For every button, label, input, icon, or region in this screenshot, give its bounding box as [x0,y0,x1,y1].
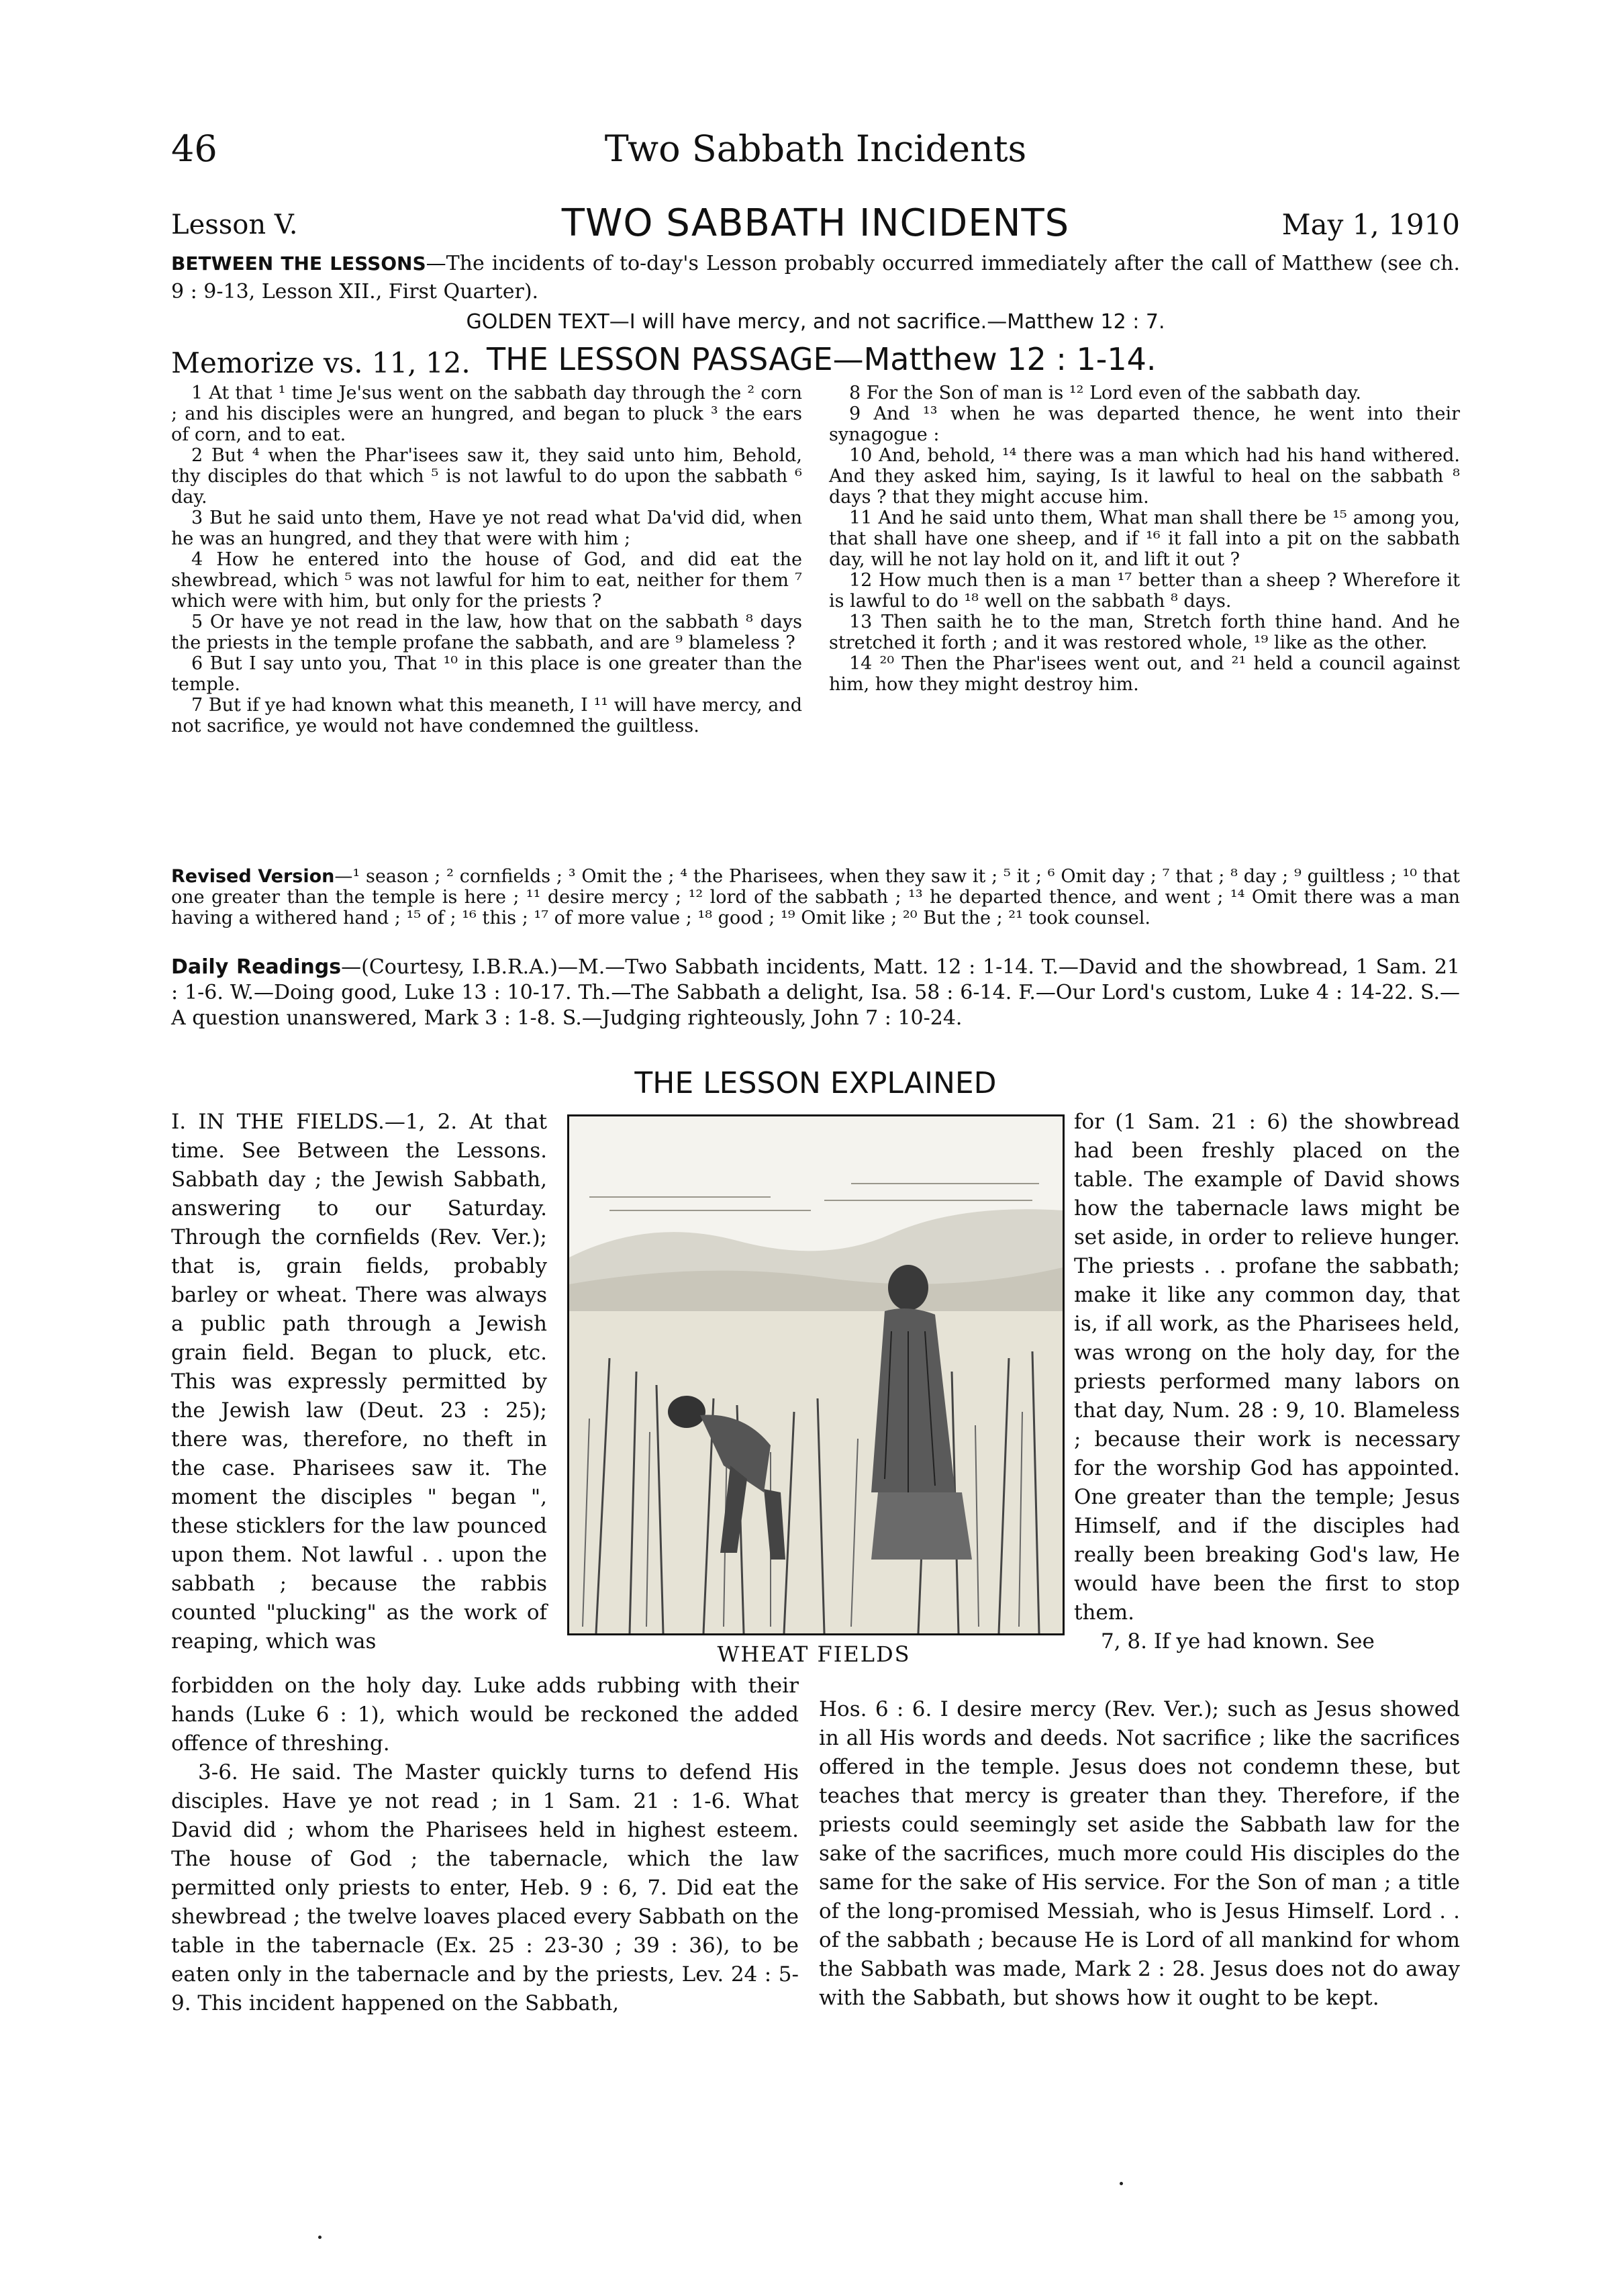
verse: 5 Or have ye not read in the law, how that on the sabbath ⁸ days the priests in the temple profane the sabbath, and are ⁹ blameless ? [171,612,802,653]
memorize-verses: Memorize vs. 11, 12. [171,346,471,379]
illustration-caption: WHEAT FIELDS [717,1641,911,1667]
verse: 3 But he said unto them, Have ye not read what Da'vid did, when he was an hungred, and they that were with him ; [171,508,802,549]
lesson-date: May 1, 1910 [1281,208,1460,241]
daily-text: —(Courtesy, I.B.R.A.)—M.—Two Sabbath incidents, Matt. 12 : 1-14. T.—David and the showbread, 1 Sam. 21 : 1-6. W.—Doing good, Luke 13 : 10-17. Th.—The Sabbath a delight, Isa. 58 : 6-14. F.—Our Lord's custom, Luke 4 : 14-22. S.—A question unanswered, Mark 3 : 1-8. S.—Judging righteously, John 7 : 10-24. [171,955,1460,1030]
lesson-number: Lesson V. [171,209,298,240]
verse: 1 At that ¹ time Je'sus went on the sabbath day through the ² corn ; and his disciples were an hungred, and began to pluck ³ the ears of corn, and to eat. [171,383,802,445]
explained-left-column [171,1108,547,1672]
lesson-explained-title: THE LESSON EXPLAINED [634,1066,997,1100]
paragraph: 3-6. He said. The Master quickly turns to defend His disciples. Have ye not read ; in 1 Sam. 21 : 1-6. What David did ; whom the Pharisees held in highest esteem. The house of God ; the tabernacle, which the law permitted only priests to enter, Heb. 9 : 6, 7. Did eat the shewbread ; the twelve loaves placed every Sabbath on the table in the tabernacle (Ex. 25 : 23-30 ; 39 : 36), to be eaten only in the tabernacle and by the priests, Lev. 24 : 5-9. This incident happened on the Sabbath, [171,1760,799,2015]
paragraph: 7, 8. If ye had known. See [1101,1629,1375,1654]
golden-text: GOLDEN TEXT—I will have mercy, and not sacrifice.—Matthew 12 : 7. [466,310,1165,334]
between-the-lessons [171,250,1460,306]
print-speck [318,2236,322,2239]
paragraph: for (1 Sam. 21 : 6) the showbread had been freshly placed on the table. The example of David shows how the tabernacle laws might be set aside, in order to relieve hunger. The priests . . profane the sabbath; make it like any common day, that is, if all work, as the Pharisees held, was wrong on the holy day, for the priests performed many labors on that day, Num. 28 : 9, 10. Blameless ; because their work is necessary for the worship God has appointed. One greater than the temple; Jesus Himself, and if the disciples had really been breaking God's law, He would have been the first to stop them. [1074,1110,1460,1625]
daily-readings [171,955,1460,1062]
paragraph: I. IN THE FIELDS.—1, 2. At that time. See Between the Lessons. Sabbath day ; the Jewish Sabbath, answering to our Saturday. Through the cornfields (Rev. Ver.); that is, grain fields, probably barley or wheat. There was always a public path through a Jewish grain field. Began to pluck, etc. This was expressly permitted by the Jewish law (Deut. 23 : 25); there was, therefore, no theft in the case. Pharisees saw it. The moment the disciples " began ", these sticklers for the law pounced upon them. Not lawful . . upon the sabbath ; because the rabbis counted "plucking" as the work of reaping, which was [171,1110,547,1654]
memorize-row [171,341,1460,381]
revised-text: —¹ season ; ² cornfields ; ³ Omit the ; ⁴ the Pharisees, when they saw it ; ⁵ it ; ⁶ Omit day ; ⁷ that ; ⁸ day ; ⁹ guiltless ; ¹⁰ that one greater than the temple is here ; ¹¹ desire mercy ; ¹² lord of the sabbath ; ¹³ he departed thence, and went ; ¹⁴ Omit there was a man having a withered hand ; ¹⁵ of ; ¹⁶ this ; ¹⁷ of more value ; ¹⁸ good ; ¹⁹ Omit like ; ²⁰ But the ; ²¹ took counsel. [171,866,1460,928]
between-label: BETWEEN THE LESSONS [171,252,426,275]
running-head [171,128,1460,181]
print-speck [1120,2182,1123,2185]
lesson-title: TWO SABBATH INCIDENTS [561,201,1070,245]
explained-bottom-left [171,1672,799,2015]
paragraph: Hos. 6 : 6. I desire mercy (Rev. Ver.); such as Jesus showed in all His words and deeds. Not sacrifice ; like the sacrifices offered in the temple. Jesus does not condemn these, but teaches that mercy is greater than they. Therefore, if the priests could seemingly set aside the Sabbath law for the sake of the sacrifices, much more could His disciples do the same for the sake of His service. For the Son of man ; a title of the long-promised Messiah, who is Jesus Himself. Lord . . of the sabbath ; because He is Lord of all mankind for whom the Sabbath was made, Mark 2 : 28. Jesus does not do away with the Sabbath, but shows how it ought to be kept. [819,1697,1460,2010]
verse: 11 And he said unto them, What man shall there be ¹⁵ among you, that shall have one sheep, and if ¹⁶ it fall into a pit on the sabbath day, will he not lay hold on it, and lift it out ? [829,508,1460,570]
verse: 6 But I say unto you, That ¹⁰ in this place is one greater than the temple. [171,653,802,695]
verse: 2 But ⁴ when the Phar'isees saw it, they said unto him, Behold, thy disciples do that which ⁵ is not lawful to do upon the sabbath ⁶ day. [171,445,802,508]
lesson-passage [171,383,1460,866]
verse: 14 ²⁰ Then the Phar'isees went out, and ²¹ held a council against him, how they might destroy him. [829,653,1460,695]
lesson-line [171,201,1460,248]
wheat-fields-illustration [567,1114,1065,1635]
explained-bottom-right [819,1695,1460,2010]
page-number: 46 [171,128,217,170]
verse: 13 Then saith he to the man, Stretch forth thine hand. And he stretched it forth ; and it was restored whole, ¹⁹ like as the other. [829,612,1460,653]
verse: 4 How he entered into the house of God, and did eat the shewbread, which ⁵ was not lawful for him to eat, neither for them ⁷ which were with him, but only for the priests ? [171,549,802,612]
running-title: Two Sabbath Incidents [604,128,1027,170]
between-text: —The incidents of to-day's Lesson probably occurred immediately after the call of Matthew (see ch. 9 : 9-13, Lesson XII., First Quarter). [171,252,1460,303]
revised-label: Revised Version [171,866,335,887]
revised-version-notes [171,866,1460,953]
engraving-svg [569,1116,1063,1633]
verse: 7 But if ye had known what this meaneth, I ¹¹ will have mercy, and not sacrifice, ye would not have condemned the guiltless. [171,695,802,736]
daily-label: Daily Readings [171,955,342,979]
verse: 10 And, behold, ¹⁴ there was a man which had his hand withered. And they asked him, saying, Is it lawful to heal on the sabbath ⁸ days ? that they might accuse him. [829,445,1460,508]
passage-heading: THE LESSON PASSAGE—Matthew 12 : 1-14. [487,341,1157,377]
verse: 9 And ¹³ when he was departed thence, he went into their synagogue : [829,403,1460,445]
paragraph: forbidden on the holy day. Luke adds rubbing with their hands (Luke 6 : 1), which would be reckoned the added offence of threshing. [171,1674,799,1756]
verse: 8 For the Son of man is ¹² Lord even of the sabbath day. [849,383,1361,403]
verse: 12 How much then is a man ¹⁷ better than a sheep ? Wherefore it is lawful to do ¹⁸ well on the sabbath ⁸ days. [829,570,1460,612]
explained-right-column [1074,1108,1460,1695]
